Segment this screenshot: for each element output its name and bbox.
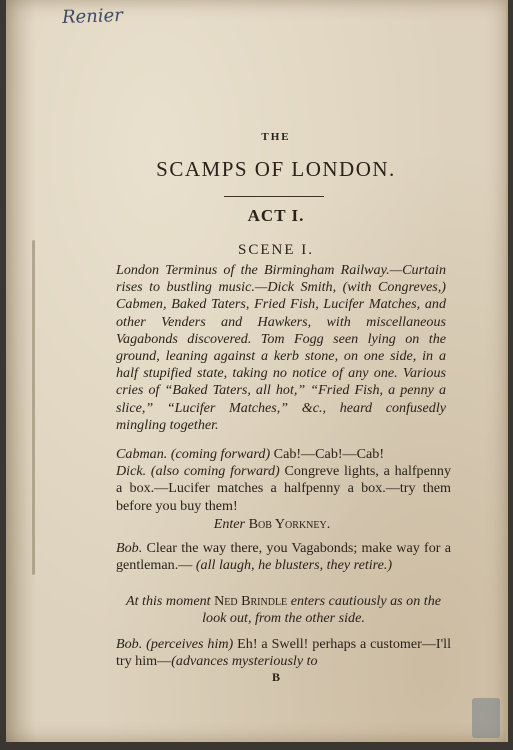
direction-bob-2b: (advances mysteriously to (171, 653, 318, 670)
speaker-dick: Dick. (116, 463, 147, 480)
stage-direction: London Terminus of the Birmingham Railway.—Curtain rises to bustling music.—Dick Smith, (with Congreves,) Cabmen, Baked Taters, Fried Fish, Lucifer Matches, and other Venders and Hawkers, with miscellaneous Vagabonds discovered. Tom Fogg seen lying on the ground, leaning against a kerb stone, on one side, in a half stupified state, taking no notice of any one. Various cries of “Baked Taters, all hot,” “Fried Fish, a penny a slice,” “Lucifer Matches,” &c., heard confusedly mingling together. (116, 262, 446, 433)
play-title: SCAMPS OF LONDON. (156, 157, 396, 181)
corner-stain (472, 698, 500, 738)
line-bob-2: Eh! a Swell! perhaps a customer—I'll try him— (116, 636, 451, 670)
book-page (6, 0, 508, 742)
line-cabman: Cab!—Cab!—Cab! (273, 446, 385, 462)
entrance-pre: At this moment (125, 593, 211, 609)
speaker-bob: Bob. (116, 540, 143, 556)
speaker-bob-2: Bob. (116, 636, 143, 652)
line-dick: Congreve lights, a halfpenny a box.—Lucifer matches a halfpenny a box.—try them before you buy them! (116, 463, 451, 514)
direction-cabman: (coming forward) (170, 446, 271, 462)
direction-bob-2a: (perceives him) (146, 636, 234, 652)
enter-bob (102, 516, 442, 533)
direction-dick: (also coming forward) (150, 463, 280, 480)
direction-bob: (all laugh, he blusters, they retire.) (195, 557, 393, 574)
character-ned-brindle: Ned Brindle (214, 593, 288, 609)
act-heading: ACT I. (247, 206, 305, 225)
dialogue-bob-1 (116, 540, 451, 574)
line-bob: Clear the way there, you Vagabonds; make way for a gentleman.— (116, 540, 451, 574)
binding-fold (32, 240, 35, 575)
entrance-ned (116, 593, 451, 627)
scene-heading: SCENE I. (238, 242, 314, 258)
title-prefix: THE (261, 131, 291, 143)
character-bob-yorkney: Bob Yorkney. (248, 516, 331, 532)
enter-word: Enter (213, 516, 246, 532)
dialogue-bob-2 (116, 636, 451, 670)
handwritten-inscription: Renier (61, 4, 124, 29)
title-rule (224, 196, 324, 197)
speaker-cabman: Cabman. (116, 446, 168, 462)
signature-mark: B (271, 670, 280, 684)
entrance-post: enters cautiously as on the look out, from the other side. (202, 593, 442, 627)
dialogue-cabman-dick (116, 446, 451, 515)
